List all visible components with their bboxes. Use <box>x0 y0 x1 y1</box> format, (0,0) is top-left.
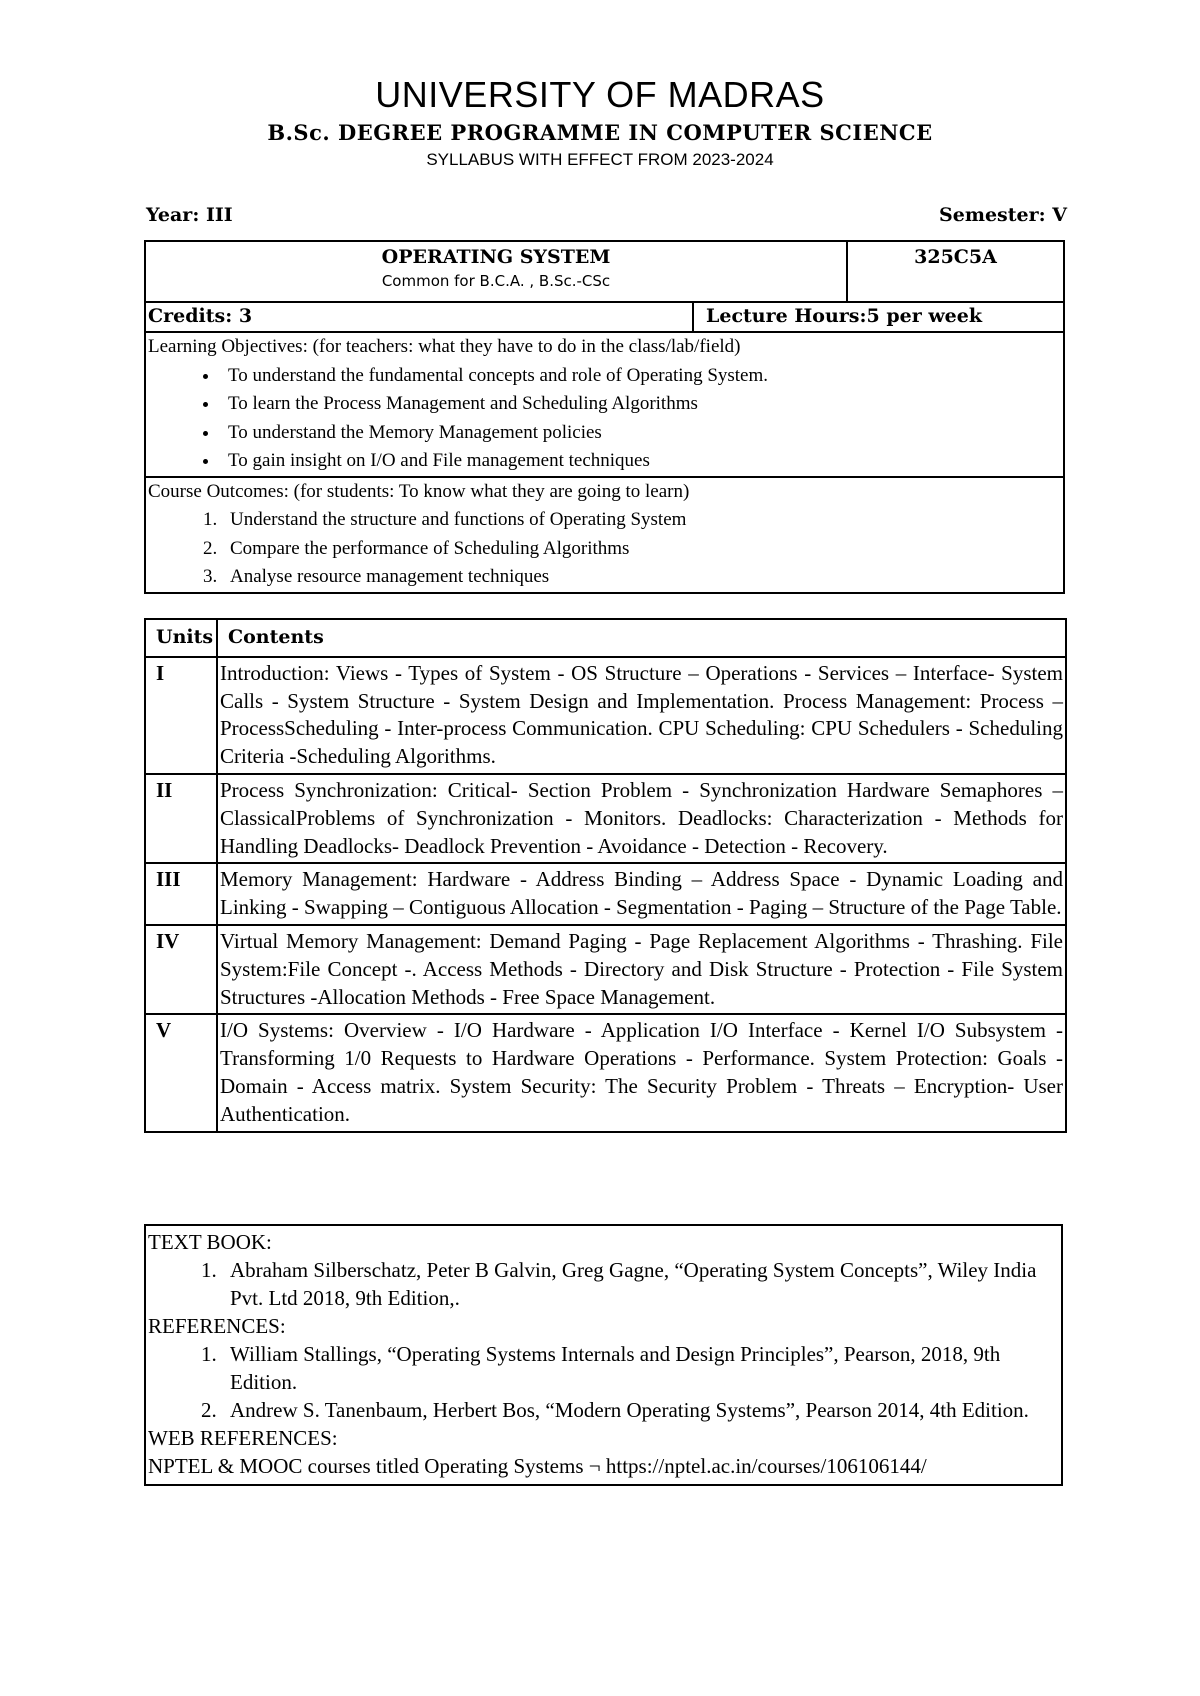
units-header: Units <box>145 619 217 657</box>
course-table <box>144 240 1065 594</box>
unit-number: III <box>145 863 217 925</box>
lecture-hours: Lecture Hours:5 per week <box>693 302 1064 332</box>
unit-content: I/O Systems: Overview - I/O Hardware - Application I/O Interface - Kernel I/O Subsystem - Transforming 1/0 Requests to Hardware Operations - Performance. System Protection: Goals - Domain - Access matrix. System Security: The Security Problem - Threats – Encryption- User Authentication. <box>217 1014 1066 1131</box>
university-title: UNIVERSITY OF MADRAS <box>375 74 825 115</box>
semester-label: Semester: V <box>939 204 1067 226</box>
syllabus-effect: SYLLABUS WITH EFFECT FROM 2023-2024 <box>426 150 774 169</box>
list-item: • To learn the Process Management and Scheduling Algorithms <box>220 390 1061 419</box>
outcomes-list <box>148 506 1061 592</box>
unit-content: Virtual Memory Management: Demand Paging - Page Replacement Algorithms - Thrashing. File System:File Concept -. Access Methods - Directory and Disk Structure - Protection - File System Structures -Allocation Methods - Free Space Management. <box>217 925 1066 1014</box>
units-table <box>144 618 1067 1133</box>
text-book-heading: TEXT BOOK: <box>148 1230 272 1254</box>
list-item: 2. Andrew S. Tanenbaum, Herbert Bos, “Modern Operating Systems”, Pearson 2014, 4th Edition. <box>222 1396 1059 1424</box>
text-book-list <box>148 1256 1059 1312</box>
year-label: Year: III <box>146 204 233 226</box>
objectives-list <box>148 362 1061 476</box>
list-item: 1. Abraham Silberschatz, Peter B Galvin, Greg Gagne, “Operating System Concepts”, Wiley India Pvt. Ltd 2018, 9th Edition,. <box>222 1256 1059 1312</box>
outcomes-heading: Course Outcomes: (for students: To know what they are going to learn) <box>148 480 690 502</box>
unit-number: I <box>145 657 217 774</box>
unit-number: II <box>145 774 217 863</box>
objectives-heading: Learning Objectives: (for teachers: what they have to do in the class/lab/field) <box>148 336 741 357</box>
learning-objectives <box>145 332 1064 477</box>
programme-title: B.Sc. DEGREE PROGRAMME IN COMPUTER SCIENCE <box>267 120 933 145</box>
list-item: 1. Understand the structure and functions of Operating System <box>222 506 1061 535</box>
web-reference-link[interactable]: NPTEL & MOOC courses titled Operating Systems ¬ https://nptel.ac.in/courses/106106144/ <box>148 1454 927 1478</box>
course-common-for: Common for B.C.A. , B.Sc.-CSc <box>381 272 611 290</box>
credits: Credits: 3 <box>145 302 693 332</box>
books-cell <box>145 1225 1062 1485</box>
course-outcomes <box>145 477 1064 593</box>
list-item: 2. Compare the performance of Scheduling Algorithms <box>222 535 1061 564</box>
table-row <box>145 1014 1066 1131</box>
references-heading: REFERENCES: <box>148 1314 286 1338</box>
list-item: 1. William Stallings, “Operating Systems Internals and Design Principles”, Pearson, 2018, 9th Edition. <box>222 1340 1059 1396</box>
unit-number: V <box>145 1014 217 1131</box>
references-list <box>148 1340 1059 1424</box>
list-item: • To gain insight on I/O and File management techniques <box>220 447 1061 476</box>
course-code: 325C5A <box>847 241 1064 302</box>
course-title-cell <box>145 241 847 302</box>
table-row <box>145 657 1066 774</box>
course-title: OPERATING SYSTEM <box>381 246 611 268</box>
unit-number: IV <box>145 925 217 1014</box>
web-references-heading: WEB REFERENCES: <box>148 1426 338 1450</box>
books-table <box>144 1224 1063 1486</box>
table-row <box>145 925 1066 1014</box>
unit-content: Memory Management: Hardware - Address Binding – Address Space - Dynamic Loading and Linking - Swapping – Contiguous Allocation - Segmentation - Paging – Structure of the Page Table. <box>217 863 1066 925</box>
list-item: • To understand the fundamental concepts and role of Operating System. <box>220 362 1061 391</box>
unit-content: Process Synchronization: Critical- Section Problem - Synchronization Hardware Semaphores – ClassicalProblems of Synchronization - Monitors. Deadlocks: Characterization - Methods for Handling Deadlocks- Deadlock Prevention - Avoidance - Detection - Recovery. <box>217 774 1066 863</box>
list-item: 3. Analyse resource management techniques <box>222 563 1061 592</box>
unit-content: Introduction: Views - Types of System - OS Structure – Operations - Services – Interface- System Calls - System Structure - System Design and Implementation. Process Management: Process – ProcessScheduling - Inter-process Communication. CPU Scheduling: CPU Schedulers - Scheduling Criteria -Scheduling Algorithms. <box>217 657 1066 774</box>
contents-header: Contents <box>217 619 1066 657</box>
list-item: • To understand the Memory Management policies <box>220 419 1061 448</box>
table-row <box>145 863 1066 925</box>
table-row <box>145 774 1066 863</box>
